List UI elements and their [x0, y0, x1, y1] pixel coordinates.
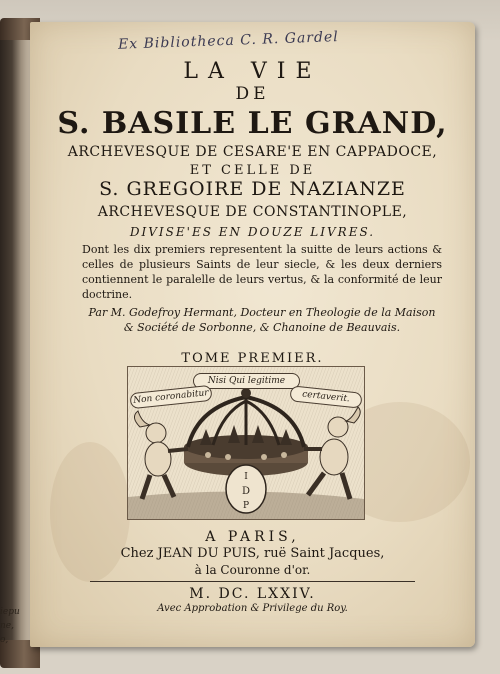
frontispiece-fragment: o,	[0, 635, 9, 645]
monogram-bottom: P	[242, 501, 250, 511]
title-basile-office: ARCHEVESQUE DE CESARE'E EN CAPPADOCE,	[67, 144, 438, 160]
motto-ribbon-left: Non coronabitur	[129, 385, 212, 409]
monogram-mid: D	[241, 486, 251, 497]
imprint-privilege: Avec Approbation & Privilege du Roy.	[157, 603, 348, 614]
title-saint-basile: S. BASILE LE GRAND,	[57, 106, 448, 141]
title-et-celle-de: ET CELLE DE	[189, 163, 316, 178]
ownership-inscription: Ex Bibliotheca C. R. Gardel	[117, 29, 339, 53]
description-paragraph: Dont les dix premiers representent la suitte de leurs actions & celles de plusieurs Saints de leur siecle, & les deux derniers contiennent le paralelle de leurs vertus, & la conformité de leur doctrine.	[82, 243, 442, 301]
motto-ribbon-right: certaverit.	[289, 385, 362, 408]
frontispiece-fragment: iepu	[0, 607, 20, 617]
author-statement: Par M. Godefroy Hermant, Docteur en Theologie de la Maison & Société de Sorbonne, & Chanoine de Beauvais.	[88, 306, 436, 334]
imprint-sign: à la Couronne d'or.	[194, 563, 311, 577]
title-la-vie: LA VIE	[183, 59, 322, 84]
title-gregoire-office: ARCHEVESQUE DE CONSTANTINOPLE,	[97, 204, 408, 220]
imprint-rule	[90, 581, 415, 582]
imprint-printer: Chez JEAN DU PUIS, ruë Saint Jacques,	[120, 546, 385, 561]
title-divisees: DIVISE'ES EN DOUZE LIVRES.	[129, 225, 376, 239]
motto-ribbon-top: Nisi Qui legitime	[193, 373, 300, 389]
frontispiece-edge	[0, 40, 30, 645]
frontispiece-text	[0, 605, 30, 647]
monogram-top: I	[244, 472, 248, 482]
imprint-city: A PARIS,	[205, 529, 300, 545]
imprint-date: M. DC. LXXIV.	[189, 586, 316, 602]
title-saint-gregoire: S. GREGOIRE DE NAZIANZE	[99, 178, 406, 200]
tome-label: TOME PREMIER.	[181, 351, 324, 366]
title-de: DE	[235, 84, 270, 104]
title-page	[30, 22, 475, 647]
frontispiece-fragment: ne,	[0, 621, 14, 631]
paper-stain	[50, 442, 130, 582]
crown-engraving	[127, 366, 365, 520]
